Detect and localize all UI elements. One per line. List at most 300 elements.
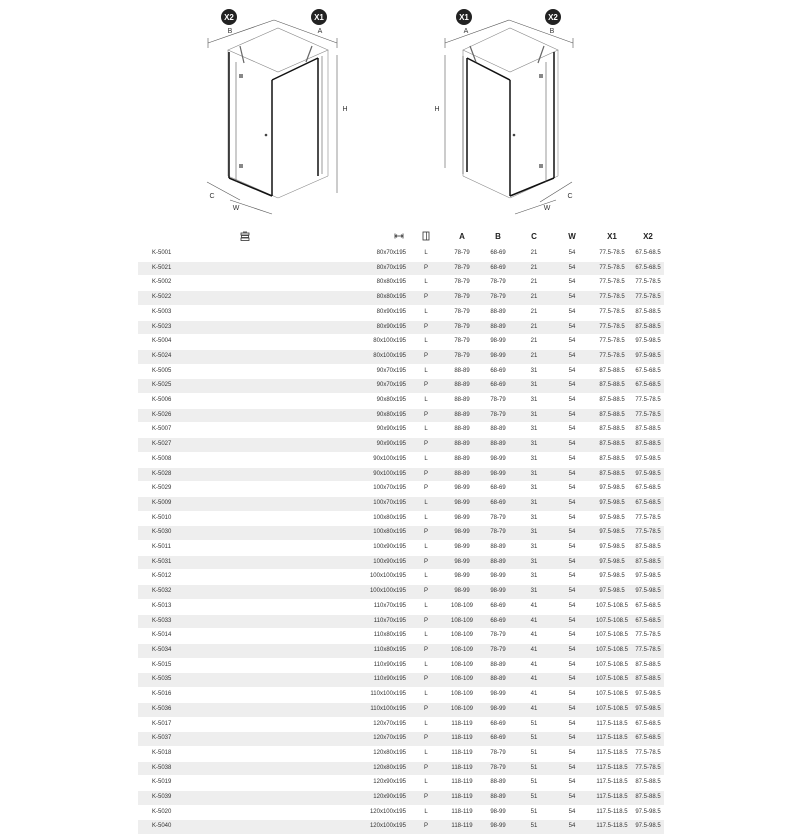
cell-a: 108-109 — [444, 702, 480, 717]
cell-b: 68-69 — [480, 261, 516, 276]
cell-size: 100x100x195 — [362, 585, 408, 600]
dim-label-w: W — [544, 205, 551, 212]
cell-a: 88-89 — [444, 467, 480, 482]
cell-code: K-5036 — [138, 702, 200, 717]
cell-c: 21 — [516, 305, 552, 320]
cell-x2: 87.5-88.5 — [632, 423, 664, 438]
table-row — [138, 805, 664, 820]
cell-x2: 67.5-68.5 — [632, 261, 664, 276]
cell-size: 90x90x195 — [362, 423, 408, 438]
cell-a: 98-99 — [444, 482, 480, 497]
cell-code: K-5012 — [138, 570, 200, 585]
cell-door: P — [408, 526, 444, 541]
cell-c: 51 — [516, 776, 552, 791]
cell-size: 120x70x195 — [362, 732, 408, 747]
cell-x2: 87.5-88.5 — [632, 438, 664, 453]
shower-diagram-right — [434, 9, 573, 214]
cell-size: 90x90x195 — [362, 438, 408, 453]
cell-x2: 67.5-68.5 — [632, 364, 664, 379]
cell-x1: 107.5-108.5 — [592, 673, 632, 688]
cell-w: 54 — [552, 261, 592, 276]
cell-w: 54 — [552, 658, 592, 673]
cell-c: 51 — [516, 791, 552, 806]
cell-x2: 77.5-78.5 — [632, 394, 664, 409]
cell-x1: 117.5-118.5 — [592, 791, 632, 806]
cell-w: 54 — [552, 585, 592, 600]
table-row — [138, 570, 664, 585]
cell-spacer — [200, 305, 362, 320]
cell-spacer — [200, 276, 362, 291]
cell-x2: 87.5-88.5 — [632, 320, 664, 335]
cell-door: P — [408, 732, 444, 747]
dim-label-c: C — [209, 193, 214, 200]
cell-x1: 77.5-78.5 — [592, 291, 632, 306]
cell-a: 118-119 — [444, 776, 480, 791]
cell-size: 110x100x195 — [362, 702, 408, 717]
cell-spacer — [200, 585, 362, 600]
cell-spacer — [200, 746, 362, 761]
cell-x2: 77.5-78.5 — [632, 408, 664, 423]
cell-b: 68-69 — [480, 599, 516, 614]
cell-w: 54 — [552, 467, 592, 482]
cell-door: L — [408, 394, 444, 409]
cell-c: 41 — [516, 629, 552, 644]
cell-x2: 97.5-98.5 — [632, 467, 664, 482]
cell-spacer — [200, 805, 362, 820]
cell-c: 51 — [516, 717, 552, 732]
cell-a: 88-89 — [444, 452, 480, 467]
cell-x1: 97.5-98.5 — [592, 541, 632, 556]
cell-a: 88-89 — [444, 438, 480, 453]
cell-size: 80x90x195 — [362, 320, 408, 335]
cell-c: 41 — [516, 614, 552, 629]
cell-door: L — [408, 746, 444, 761]
cell-b: 98-99 — [480, 452, 516, 467]
table-row — [138, 276, 664, 291]
header-c: C — [516, 226, 552, 247]
table-row — [138, 658, 664, 673]
cell-code: K-5039 — [138, 791, 200, 806]
cell-spacer — [200, 570, 362, 585]
cell-w: 54 — [552, 526, 592, 541]
cell-x2: 67.5-68.5 — [632, 732, 664, 747]
cell-spacer — [200, 408, 362, 423]
cell-x2: 87.5-88.5 — [632, 673, 664, 688]
cell-w: 54 — [552, 570, 592, 585]
cell-code: K-5037 — [138, 732, 200, 747]
cell-a: 108-109 — [444, 614, 480, 629]
cell-c: 41 — [516, 599, 552, 614]
header-x1: X1 — [592, 226, 632, 247]
badge-x1-right — [456, 9, 472, 25]
cell-x2: 67.5-68.5 — [632, 614, 664, 629]
cell-b: 98-99 — [480, 349, 516, 364]
cell-w: 54 — [552, 496, 592, 511]
cell-spacer — [200, 335, 362, 350]
cell-c: 51 — [516, 761, 552, 776]
cell-x2: 87.5-88.5 — [632, 305, 664, 320]
hinge-icon — [239, 74, 243, 78]
cell-door: P — [408, 555, 444, 570]
cell-b: 98-99 — [480, 467, 516, 482]
cell-door: P — [408, 349, 444, 364]
cell-size: 110x100x195 — [362, 688, 408, 703]
dimension-arrows-icon — [394, 232, 404, 240]
cell-b: 78-79 — [480, 511, 516, 526]
cell-x2: 77.5-78.5 — [632, 629, 664, 644]
cell-x1: 87.5-88.5 — [592, 379, 632, 394]
cell-c: 31 — [516, 467, 552, 482]
spec-table — [138, 226, 664, 834]
cell-size: 100x100x195 — [362, 570, 408, 585]
cell-x2: 67.5-68.5 — [632, 599, 664, 614]
dim-label-c: C — [567, 193, 572, 200]
cell-door: L — [408, 717, 444, 732]
cell-code: K-5015 — [138, 658, 200, 673]
table-row — [138, 673, 664, 688]
cell-code: K-5009 — [138, 496, 200, 511]
cell-door: P — [408, 482, 444, 497]
cell-spacer — [200, 717, 362, 732]
cell-b: 98-99 — [480, 585, 516, 600]
cell-b: 78-79 — [480, 761, 516, 776]
cell-size: 100x70x195 — [362, 482, 408, 497]
cell-door: L — [408, 423, 444, 438]
cell-code: K-5029 — [138, 482, 200, 497]
cell-code: K-5028 — [138, 467, 200, 482]
cell-x1: 77.5-78.5 — [592, 276, 632, 291]
cell-door: L — [408, 570, 444, 585]
table-row — [138, 732, 664, 747]
cell-x1: 97.5-98.5 — [592, 555, 632, 570]
cell-a: 98-99 — [444, 585, 480, 600]
cell-w: 54 — [552, 276, 592, 291]
cell-c: 31 — [516, 570, 552, 585]
cell-size: 80x70x195 — [362, 261, 408, 276]
header-x2: X2 — [632, 226, 664, 247]
cell-b: 68-69 — [480, 364, 516, 379]
cell-a: 78-79 — [444, 276, 480, 291]
table-row — [138, 643, 664, 658]
cell-code: K-5034 — [138, 643, 200, 658]
header-door — [408, 226, 444, 247]
cell-door: L — [408, 247, 444, 262]
cell-x2: 97.5-98.5 — [632, 702, 664, 717]
cell-x2: 97.5-98.5 — [632, 452, 664, 467]
cell-code: K-5026 — [138, 408, 200, 423]
cell-c: 41 — [516, 643, 552, 658]
cell-x1: 117.5-118.5 — [592, 761, 632, 776]
cell-w: 54 — [552, 791, 592, 806]
cell-a: 108-109 — [444, 688, 480, 703]
cell-spacer — [200, 614, 362, 629]
cell-spacer — [200, 247, 362, 262]
cell-x1: 117.5-118.5 — [592, 805, 632, 820]
cell-w: 54 — [552, 247, 592, 262]
cell-w: 54 — [552, 511, 592, 526]
table-row — [138, 394, 664, 409]
cell-x1: 107.5-108.5 — [592, 688, 632, 703]
cell-x2: 77.5-78.5 — [632, 276, 664, 291]
cell-door: P — [408, 643, 444, 658]
table-row — [138, 629, 664, 644]
table-row — [138, 364, 664, 379]
table-row — [138, 585, 664, 600]
cell-b: 78-79 — [480, 629, 516, 644]
cell-spacer — [200, 761, 362, 776]
cell-door: L — [408, 452, 444, 467]
cell-c: 41 — [516, 702, 552, 717]
cell-code: K-5010 — [138, 511, 200, 526]
table-row — [138, 467, 664, 482]
cell-c: 31 — [516, 482, 552, 497]
cell-size: 110x70x195 — [362, 599, 408, 614]
cell-x1: 97.5-98.5 — [592, 496, 632, 511]
cell-size: 100x80x195 — [362, 526, 408, 541]
cell-c: 31 — [516, 452, 552, 467]
cell-door: P — [408, 291, 444, 306]
cell-w: 54 — [552, 717, 592, 732]
cell-x1: 117.5-118.5 — [592, 732, 632, 747]
cell-x1: 97.5-98.5 — [592, 511, 632, 526]
cell-w: 54 — [552, 746, 592, 761]
cell-w: 54 — [552, 349, 592, 364]
cell-x1: 117.5-118.5 — [592, 746, 632, 761]
hinge-icon — [539, 74, 543, 78]
badge-x1-left — [311, 9, 327, 25]
cell-w: 54 — [552, 482, 592, 497]
table-row — [138, 820, 664, 834]
cell-door: P — [408, 761, 444, 776]
cell-size: 110x80x195 — [362, 643, 408, 658]
cell-x2: 77.5-78.5 — [632, 291, 664, 306]
table-row — [138, 291, 664, 306]
enclosure-outline — [228, 28, 328, 198]
cell-x2: 77.5-78.5 — [632, 643, 664, 658]
cell-b: 88-89 — [480, 555, 516, 570]
cell-door: L — [408, 511, 444, 526]
table-row — [138, 746, 664, 761]
cell-b: 88-89 — [480, 438, 516, 453]
product-box-icon — [240, 231, 250, 242]
cell-x1: 97.5-98.5 — [592, 526, 632, 541]
cell-code: K-5033 — [138, 614, 200, 629]
cell-spacer — [200, 776, 362, 791]
header-size — [362, 226, 408, 247]
cell-code: K-5002 — [138, 276, 200, 291]
cell-w: 54 — [552, 335, 592, 350]
cell-x1: 117.5-118.5 — [592, 820, 632, 834]
cell-b: 78-79 — [480, 394, 516, 409]
cell-code: K-5020 — [138, 805, 200, 820]
cell-a: 118-119 — [444, 805, 480, 820]
cell-a: 108-109 — [444, 658, 480, 673]
cell-c: 31 — [516, 364, 552, 379]
cell-x1: 77.5-78.5 — [592, 349, 632, 364]
cell-a: 88-89 — [444, 408, 480, 423]
cell-code: K-5007 — [138, 423, 200, 438]
cell-x1: 87.5-88.5 — [592, 408, 632, 423]
cell-x2: 97.5-98.5 — [632, 585, 664, 600]
cell-spacer — [200, 496, 362, 511]
cell-x1: 77.5-78.5 — [592, 335, 632, 350]
cell-door: P — [408, 261, 444, 276]
cell-door: L — [408, 599, 444, 614]
cell-b: 68-69 — [480, 614, 516, 629]
cell-b: 98-99 — [480, 820, 516, 834]
cell-a: 108-109 — [444, 629, 480, 644]
cell-size: 100x90x195 — [362, 555, 408, 570]
cell-a: 118-119 — [444, 732, 480, 747]
cell-w: 54 — [552, 364, 592, 379]
cell-x2: 67.5-68.5 — [632, 379, 664, 394]
cell-c: 21 — [516, 349, 552, 364]
table-row — [138, 555, 664, 570]
cell-x2: 97.5-98.5 — [632, 688, 664, 703]
cell-size: 90x80x195 — [362, 394, 408, 409]
cell-b: 78-79 — [480, 643, 516, 658]
cell-w: 54 — [552, 732, 592, 747]
cell-c: 21 — [516, 261, 552, 276]
dim-label-b: B — [550, 28, 555, 35]
cell-size: 80x80x195 — [362, 276, 408, 291]
door-handle-icon — [513, 134, 516, 137]
cell-x1: 107.5-108.5 — [592, 599, 632, 614]
cell-b: 68-69 — [480, 732, 516, 747]
cell-code: K-5031 — [138, 555, 200, 570]
cell-a: 118-119 — [444, 820, 480, 834]
table-row — [138, 526, 664, 541]
cell-size: 110x70x195 — [362, 614, 408, 629]
cell-x2: 77.5-78.5 — [632, 761, 664, 776]
shower-diagram-left — [207, 9, 348, 214]
cell-x1: 87.5-88.5 — [592, 394, 632, 409]
cell-code: K-5008 — [138, 452, 200, 467]
cell-code: K-5017 — [138, 717, 200, 732]
cell-a: 118-119 — [444, 717, 480, 732]
dim-label-a: A — [318, 28, 323, 35]
cell-b: 88-89 — [480, 658, 516, 673]
cell-w: 54 — [552, 702, 592, 717]
table-row — [138, 791, 664, 806]
cell-size: 100x80x195 — [362, 511, 408, 526]
cell-b: 78-79 — [480, 408, 516, 423]
cell-a: 98-99 — [444, 496, 480, 511]
table-row — [138, 482, 664, 497]
cell-size: 120x90x195 — [362, 776, 408, 791]
cell-c: 31 — [516, 555, 552, 570]
cell-c: 31 — [516, 541, 552, 556]
cell-x2: 77.5-78.5 — [632, 526, 664, 541]
cell-a: 88-89 — [444, 423, 480, 438]
cell-x1: 117.5-118.5 — [592, 776, 632, 791]
cell-c: 31 — [516, 394, 552, 409]
cell-x1: 87.5-88.5 — [592, 423, 632, 438]
cell-spacer — [200, 452, 362, 467]
cell-door: L — [408, 629, 444, 644]
cell-b: 98-99 — [480, 335, 516, 350]
svg-text:X1: X1 — [459, 13, 469, 22]
cell-x1: 97.5-98.5 — [592, 570, 632, 585]
cell-door: P — [408, 791, 444, 806]
cell-c: 31 — [516, 438, 552, 453]
cell-spacer — [200, 423, 362, 438]
table-row — [138, 541, 664, 556]
cell-x2: 87.5-88.5 — [632, 555, 664, 570]
badge-x2-left — [221, 9, 237, 25]
cell-x1: 107.5-108.5 — [592, 614, 632, 629]
cell-b: 68-69 — [480, 379, 516, 394]
cell-size: 110x90x195 — [362, 673, 408, 688]
cell-door: L — [408, 658, 444, 673]
dim-label-h: H — [434, 106, 439, 113]
cell-x1: 97.5-98.5 — [592, 585, 632, 600]
table-row — [138, 599, 664, 614]
table-row — [138, 423, 664, 438]
cell-c: 31 — [516, 585, 552, 600]
cell-c: 21 — [516, 320, 552, 335]
cell-code: K-5032 — [138, 585, 200, 600]
table-row — [138, 688, 664, 703]
cell-door: L — [408, 364, 444, 379]
cell-a: 98-99 — [444, 541, 480, 556]
cell-c: 31 — [516, 511, 552, 526]
cell-c: 51 — [516, 805, 552, 820]
cell-spacer — [200, 688, 362, 703]
cell-size: 90x80x195 — [362, 408, 408, 423]
cell-spacer — [200, 349, 362, 364]
table-row — [138, 761, 664, 776]
cell-c: 31 — [516, 526, 552, 541]
cell-size: 120x80x195 — [362, 761, 408, 776]
table-row — [138, 408, 664, 423]
cell-w: 54 — [552, 408, 592, 423]
cell-b: 88-89 — [480, 776, 516, 791]
cell-spacer — [200, 658, 362, 673]
cell-spacer — [200, 673, 362, 688]
table-row — [138, 614, 664, 629]
cell-x1: 87.5-88.5 — [592, 364, 632, 379]
header-a: A — [444, 226, 480, 247]
cell-a: 78-79 — [444, 291, 480, 306]
cell-door: P — [408, 438, 444, 453]
cell-code: K-5038 — [138, 761, 200, 776]
cell-c: 51 — [516, 746, 552, 761]
cell-w: 54 — [552, 541, 592, 556]
cell-spacer — [200, 526, 362, 541]
shower-diagrams — [0, 0, 800, 222]
cell-code: K-5025 — [138, 379, 200, 394]
cell-spacer — [200, 320, 362, 335]
cell-c: 31 — [516, 379, 552, 394]
cell-w: 54 — [552, 379, 592, 394]
cell-door: P — [408, 673, 444, 688]
cell-x1: 97.5-98.5 — [592, 482, 632, 497]
cell-b: 78-79 — [480, 276, 516, 291]
table-row — [138, 320, 664, 335]
cell-door: L — [408, 776, 444, 791]
cell-spacer — [200, 394, 362, 409]
cell-code: K-5011 — [138, 541, 200, 556]
cell-b: 88-89 — [480, 320, 516, 335]
cell-code: K-5027 — [138, 438, 200, 453]
cell-x1: 87.5-88.5 — [592, 452, 632, 467]
cell-a: 78-79 — [444, 247, 480, 262]
cell-spacer — [200, 791, 362, 806]
header-w: W — [552, 226, 592, 247]
cell-w: 54 — [552, 805, 592, 820]
cell-a: 98-99 — [444, 511, 480, 526]
